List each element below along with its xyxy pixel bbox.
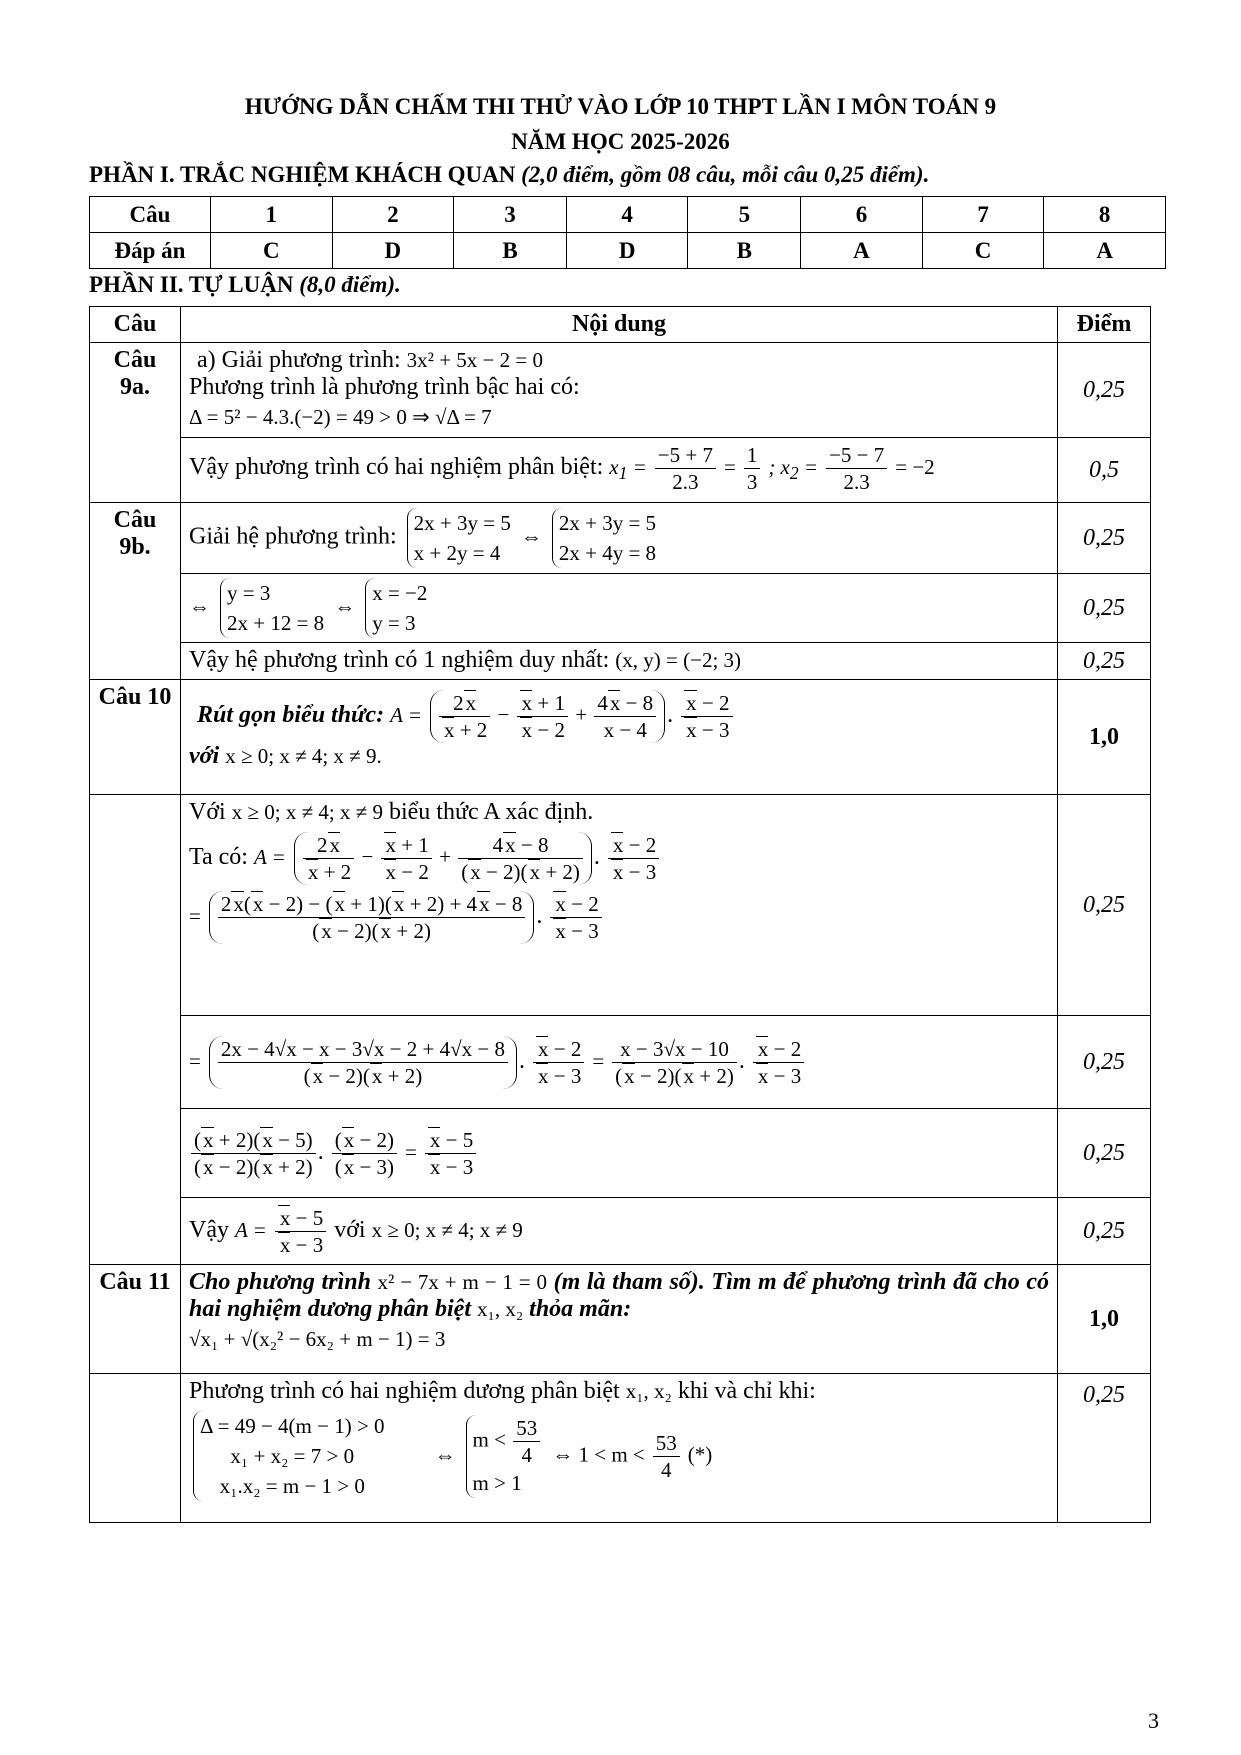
text: với: [189, 743, 220, 769]
text: (m là tham số). Tìm m để phương trình đã cho có hai nghiệm dương phân biệt: [189, 1269, 1050, 1322]
equation-system: [466, 1415, 543, 1498]
content-cell: Vậy A = $\frac{x - 5}{x - 3}$ với x ≥ 0; x ≠ 4; x ≠ 9: [181, 1198, 1058, 1265]
answer-table-header-question: Câu: [90, 197, 211, 233]
document-subtitle: NĂM HỌC 2025-2026: [511, 129, 730, 154]
text: Vậy: [189, 1216, 229, 1243]
fraction-denominator: 4: [521, 1442, 532, 1467]
answer-key: B: [454, 233, 567, 269]
page-number: 3: [1148, 1708, 1159, 1733]
table-row: [90, 680, 1151, 795]
equation: x₁, x₂: [477, 1297, 524, 1321]
content-cell: ⇔ y = 3 2x + 12 = 8 ⇔ x = −2 y = 3: [181, 574, 1058, 643]
equation: x₁.x₂ = m − 1 > 0: [219, 1474, 365, 1498]
score: 0,25: [1058, 1109, 1151, 1198]
content-cell: Giải hệ phương trình: 2x + 3y = 5 x + 2y = 4 ⇔ 2x + 3y = 5 2x + 4y = 8: [181, 503, 1058, 574]
fraction-numerator: −5 + 7: [655, 442, 716, 469]
text: Với: [189, 799, 226, 825]
equation-system: [220, 578, 324, 638]
content-cell: [181, 643, 1058, 680]
table-row: [90, 503, 1151, 574]
equation: x² − 7x + m − 1 = 0: [377, 1270, 547, 1294]
content-cell: [181, 1265, 1058, 1374]
text: Vậy hệ phương trình có 1 nghiệm duy nhất:: [189, 647, 610, 673]
fraction-denominator: 4: [661, 1457, 672, 1482]
equation: x + 2y = 4: [413, 541, 501, 565]
equation: Δ = 5² − 4.3.(−2) = 49 > 0 ⇒ √Δ = 7: [189, 405, 492, 429]
table-row: [90, 574, 1151, 643]
fraction-numerator: 1: [744, 442, 761, 469]
equation: ⇔ 1 < m <: [552, 1442, 645, 1467]
score-total: 1,0: [1058, 680, 1151, 795]
question-number: 1: [211, 197, 333, 233]
document-title: HƯỚNG DẪN CHẤM THI THỬ VÀO LỚP 10 THPT LẦN I MÔN TOÁN 9: [244, 94, 997, 119]
text: biểu thức A xác định.: [388, 799, 594, 825]
equation: 2x + 3y = 5: [558, 511, 657, 535]
fraction-denominator: 2.3: [672, 470, 699, 494]
fraction-denominator: 2.3: [843, 470, 870, 494]
question-label: Câu 11: [90, 1265, 181, 1374]
col-header-score: Điểm: [1058, 307, 1151, 343]
equation-system: [193, 1411, 385, 1501]
text: Phương trình là phương trình bậc hai có:: [189, 374, 580, 400]
equation: x₁ + x₂ = 7 > 0: [230, 1444, 355, 1468]
equation: 2x + 4y = 8: [558, 541, 657, 565]
equation: Δ = 49 − 4(m − 1) > 0: [200, 1414, 385, 1438]
col-header-question: Câu: [90, 307, 181, 343]
score: 0,5: [1058, 438, 1151, 503]
part2-heading-text: PHẦN II. TỰ LUẬN: [89, 272, 294, 297]
expression: $\frac{2x - 4√x - x - 3√x - 2 + 4√x - 8}{(x - 2)(x + 2)}$: [209, 1036, 517, 1089]
content-cell: $\frac{(x + 2)(x - 5)}{(x - 2)(x + 2)}$ . $\frac{(x - 2)}{(x - 3)}$ = $\frac{x - 5}{x - 3}$: [181, 1109, 1058, 1198]
question-number: 2: [332, 197, 454, 233]
score: 0,25: [1058, 643, 1151, 680]
equation: √x₁ + √(x₂² − 6x₂ + m − 1) = 3: [189, 1327, 446, 1351]
answer-key: D: [566, 233, 688, 269]
equation: 2x + 12 = 8: [227, 611, 325, 635]
table-row: [90, 1016, 1151, 1109]
fraction-numerator: x − 3√x − 10: [612, 1036, 737, 1063]
content-cell: Rút gọn biểu thức: A = $\frac{2x}{x + 2}$ − $\frac{x + 1}{x - 2}$ + $\frac{4x - 8}{x - 4}$ . $\frac{x - 2}{x - 3}$ với x ≥ 0; x ≠ 4; x ≠ 9.: [181, 680, 1058, 795]
score: 0,25: [1058, 343, 1151, 438]
question-number: 7: [922, 197, 1044, 233]
equation: (x, y) = (−2; 3): [615, 648, 742, 672]
equation: m <: [472, 1426, 506, 1451]
question-label: Câu 9a.: [90, 343, 181, 503]
equation: x ≥ 0; x ≠ 4; x ≠ 9: [371, 1217, 523, 1242]
content-cell: [181, 343, 1058, 438]
text: Phương trình có hai nghiệm dương phân biệt: [189, 1378, 620, 1404]
part1-heading-text: PHẦN I. TRẮC NGHIỆM KHÁCH QUAN: [89, 162, 516, 187]
answer-table-row-answers: [90, 233, 1166, 269]
equation: y = 3: [372, 611, 416, 635]
text: với: [334, 1216, 366, 1243]
table-row: [90, 643, 1151, 680]
table-row: [90, 1265, 1151, 1374]
question-number: 5: [688, 197, 801, 233]
equation-tag: (*): [687, 1442, 713, 1467]
score: 0,25: [1058, 1198, 1151, 1265]
table-row: [90, 795, 1151, 1016]
score: 0,25: [1058, 1374, 1151, 1523]
content-cell: Với x ≥ 0; x ≠ 4; x ≠ 9 biểu thức A xác định. Ta có: A = $\frac{2x}{x + 2}$ − $\frac{x + 1}{x - 2}$ + $\frac{4x - 8}{(x - 2)(x + 2)}$ . $\frac{x - 2}{x - 3}$ = $\frac{2x(x - 2) - (x + 1)(x + 2) + 4x - 8}{(x - 2)(x + 2)}$ . $\frac{x - 2}{x - 3}$: [181, 795, 1058, 1016]
text: Vậy phương trình có hai nghiệm phân biệt:: [189, 454, 604, 481]
part2-note: (8,0 điểm).: [299, 272, 401, 297]
question-number: 6: [801, 197, 923, 233]
equation-system: [552, 508, 656, 568]
answer-key: A: [801, 233, 923, 269]
text: thỏa mãn:: [529, 1296, 632, 1322]
answer-key: B: [688, 233, 801, 269]
text: a) Giải phương trình:: [197, 347, 401, 373]
text: Cho phương trình: [189, 1269, 371, 1295]
essay-table-header: [90, 307, 1151, 343]
table-row: [90, 1374, 1151, 1523]
table-row: [90, 438, 1151, 503]
fraction-numerator: 2x − 4√x − x − 3√x − 2 + 4√x − 8: [218, 1036, 508, 1063]
table-row: [90, 1198, 1151, 1265]
equation: = −2: [895, 455, 935, 480]
answer-table-row-questions: [90, 197, 1166, 233]
score: 0,25: [1058, 795, 1151, 1016]
fraction-numerator: −5 − 7: [826, 442, 887, 469]
text: Giải hệ phương trình:: [189, 523, 397, 550]
score: 0,25: [1058, 1016, 1151, 1109]
question-label: Câu 9b.: [90, 503, 181, 680]
content-cell: Phương trình có hai nghiệm dương phân biệt x₁, x₂ khi và chỉ khi: Δ = 49 − 4(m − 1) > 0 x₁ + x₂ = 7 > 0 x₁.x₂ = m − 1 > 0 ⇔ m < $\frac{53}{4}$ m > 1 ⇔ 1 < m < $\frac{53}{4}$ (*): [181, 1374, 1058, 1523]
text: khi và chỉ khi:: [677, 1378, 816, 1404]
answer-key: C: [211, 233, 333, 269]
part1-note: (2,0 điểm, gồm 08 câu, mỗi câu 0,25 điểm).: [521, 162, 930, 187]
part2-heading: [89, 272, 401, 298]
expression: $\frac{2x(x - 2) - (x + 1)(x + 2) + 4x - 8}{(x - 2)(x + 2)}$: [209, 891, 535, 944]
question-number: 8: [1044, 197, 1166, 233]
question-label: Câu 10: [90, 680, 181, 795]
essay-table: [89, 306, 1151, 1523]
question-label-empty: [90, 1374, 181, 1523]
equation: x ≥ 0; x ≠ 4; x ≠ 9: [231, 800, 383, 824]
table-row: [90, 1109, 1151, 1198]
equation: x ≥ 0; x ≠ 4; x ≠ 9.: [225, 744, 382, 768]
answer-key: A: [1044, 233, 1166, 269]
text: Ta có:: [189, 844, 248, 871]
expression: $\frac{2x}{x + 2}$ − $\frac{x + 1}{x - 2}$ + $\frac{4x - 8}{(x - 2)(x + 2)}$: [294, 832, 592, 885]
text: Rút gọn biểu thức:: [197, 702, 385, 729]
equation: x₁, x₂: [625, 1379, 672, 1403]
col-header-content: Nội dung: [181, 307, 1058, 343]
expression: $\frac{2x}{x + 2}$ − $\frac{x + 1}{x - 2}$ + $\frac{4x - 8}{x - 4}$: [430, 690, 665, 743]
score: 0,25: [1058, 503, 1151, 574]
equation: y = 3: [227, 581, 271, 605]
content-cell: = $\frac{2x - 4√x - x - 3√x - 2 + 4√x - 8}{(x - 2)(x + 2)}$ . $\frac{x - 2}{x - 3}$ = $\frac{x - 3√x - 10}{(x - 2)(x + 2)}$ . $\frac{x - 2}{x - 3}$: [181, 1016, 1058, 1109]
content-cell: Vậy phương trình có hai nghiệm phân biệt: $x_1$ = $\frac{-5 + 7}{2.3}$ = $\frac{1}{3}$ ; $x_2$ = $\frac{-5 - 7}{2.3}$ = −2: [181, 438, 1058, 503]
table-row: [90, 343, 1151, 438]
equation: 2x + 3y = 5: [413, 511, 511, 535]
answer-key: C: [922, 233, 1044, 269]
question-label-empty: [90, 795, 181, 1265]
equation: m > 1: [472, 1470, 522, 1495]
part1-heading: [89, 162, 929, 188]
equation: x = −2: [372, 581, 428, 605]
question-number: 3: [454, 197, 567, 233]
question-number: 4: [566, 197, 688, 233]
answer-table: [89, 196, 1166, 269]
answer-key: D: [332, 233, 454, 269]
score-total: 1,0: [1058, 1265, 1151, 1374]
fraction-numerator: 53: [513, 1415, 540, 1442]
fraction-denominator: 3: [746, 470, 758, 494]
score: 0,25: [1058, 574, 1151, 643]
fraction-numerator: 53: [653, 1430, 680, 1457]
equation-system: [365, 578, 427, 638]
answer-table-header-answer: Đáp án: [90, 233, 211, 269]
equation-system: [407, 508, 511, 568]
equation: 3x² + 5x − 2 = 0: [406, 348, 543, 372]
